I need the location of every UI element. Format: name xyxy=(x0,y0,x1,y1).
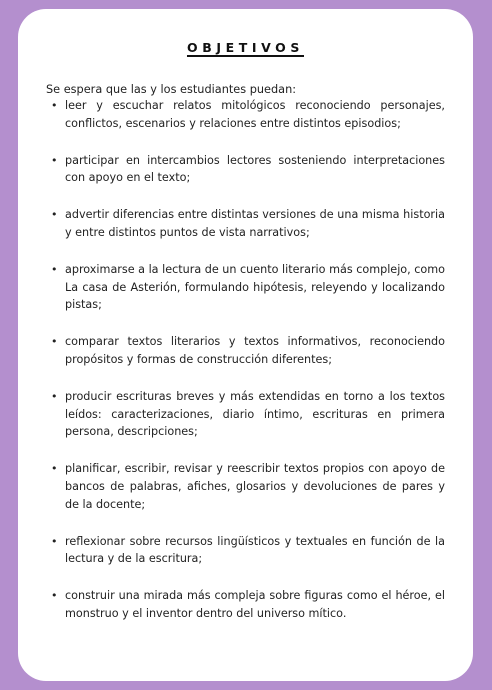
list-item: • leer y escuchar relatos mitológicos reconociendo personajes, conflictos, escenarios y relaciones entre distintos episodios; xyxy=(48,97,445,133)
content-card xyxy=(18,9,473,681)
list-item: • aproximarse a la lectura de un cuento literario más complejo, como La casa de Asterión, formulando hipótesis, releyendo y localizando pistas; xyxy=(48,261,445,314)
list-item: • comparar textos literarios y textos informativos, reconociendo propósitos y formas de construcción diferentes; xyxy=(48,333,445,369)
list-item: • planificar, escribir, revisar y reescribir textos propios con apoyo de bancos de palabras, afiches, glosarios y devoluciones de pares y de la docente; xyxy=(48,460,445,513)
objectives-list xyxy=(48,97,445,642)
intro-text: Se espera que las y los estudiantes puedan: xyxy=(46,83,297,96)
list-item: • producir escrituras breves y más extendidas en torno a los textos leídos: caracterizaciones, diario íntimo, escrituras en primera persona, descripciones; xyxy=(48,388,445,441)
page-title: OBJETIVOS xyxy=(186,40,304,55)
list-item: • reflexionar sobre recursos lingüísticos y textuales en función de la lectura y de la escritura; xyxy=(48,533,445,569)
list-item: • advertir diferencias entre distintas versiones de una misma historia y entre distintos puntos de vista narrativos; xyxy=(48,206,445,242)
list-item: • construir una mirada más compleja sobre figuras como el héroe, el monstruo y el inventor dentro del universo mítico. xyxy=(48,587,445,623)
list-item: • participar en intercambios lectores sosteniendo interpretaciones con apoyo en el texto; xyxy=(48,152,445,188)
